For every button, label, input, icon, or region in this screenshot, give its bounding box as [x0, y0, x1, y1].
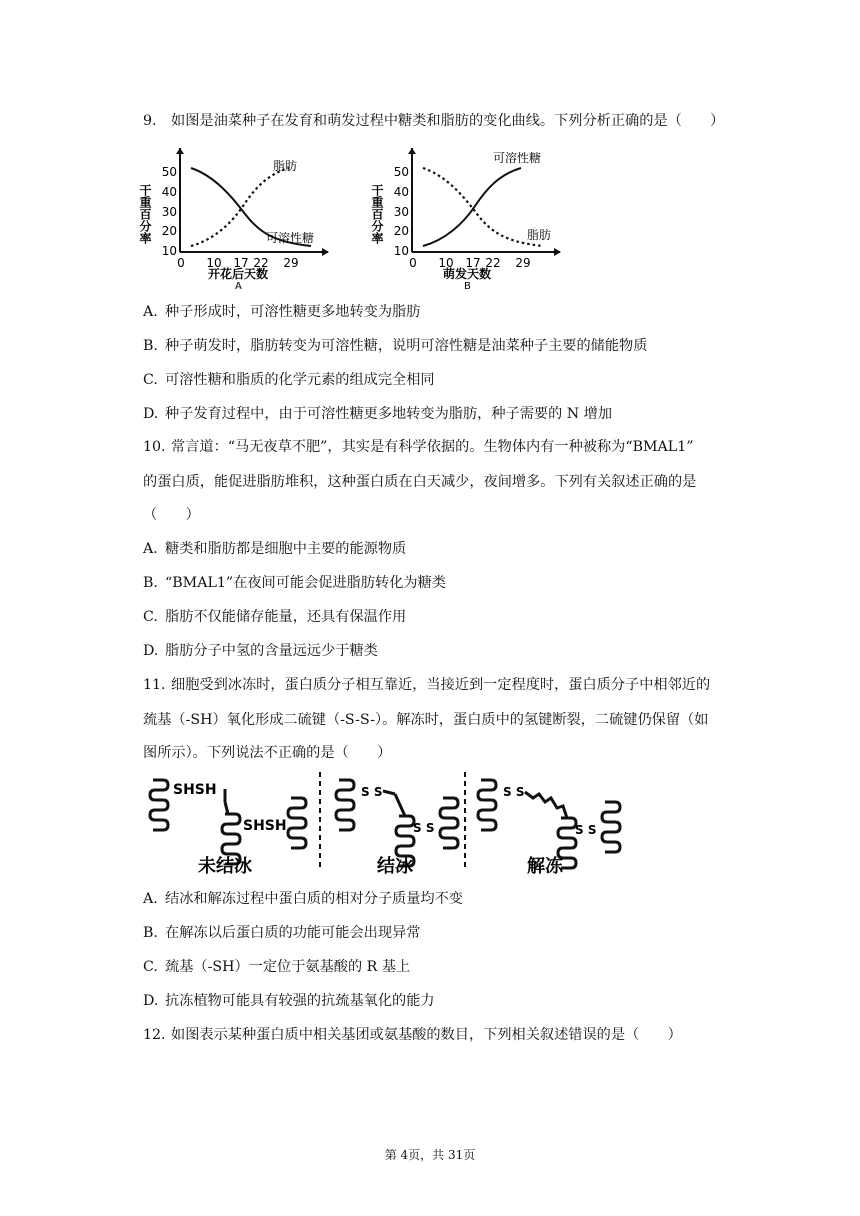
ytick: 20	[161, 224, 177, 238]
q10-text: 常言道：“马无夜草不肥”，其实是有科学依据的。生物体内有一种被称为“BMAL1”	[171, 439, 694, 455]
sh-label: SHSH	[243, 818, 287, 834]
q11-number: 11.	[143, 677, 166, 693]
xtick: 10	[206, 256, 222, 270]
ytick: 40	[393, 185, 409, 199]
option-text: 种子形成时，可溶性糖更多地转变为脂肪	[165, 304, 421, 320]
chart-a-sugar-label: 可溶性糖	[266, 231, 315, 245]
xtick: 0	[409, 256, 417, 270]
chart-b-xlabel: 萌发天数	[443, 267, 492, 281]
q9-number: 9.	[143, 113, 157, 129]
q12-stem	[143, 1025, 682, 1045]
svg-text:干重百分率: 干重百分率	[370, 184, 384, 244]
q10-option-d	[143, 641, 378, 661]
label-thawed: 解冻	[527, 856, 563, 877]
xtick: 22	[485, 256, 501, 270]
q11-figure	[143, 772, 633, 880]
option-text: 巯基（-SH）一定位于氨基酸的 R 基上	[165, 959, 411, 975]
xtick: 0	[177, 256, 185, 270]
q10-number: 10.	[143, 439, 166, 455]
option-text: 可溶性糖和脂质的化学元素的组成完全相同	[165, 372, 435, 388]
chart-b-sugar-curve	[423, 168, 521, 246]
ytick: 30	[161, 205, 177, 219]
q11-option-a	[143, 889, 463, 909]
chart-a-xlabel: 开花后天数	[208, 267, 269, 281]
panel-thawed	[478, 780, 620, 868]
xtick: 17	[465, 256, 481, 270]
option-text: 脂肪不仅能储存能量，还具有保温作用	[165, 609, 407, 625]
option-text: 结冰和解冻过程中蛋白质的相对分子质量均不变	[165, 891, 463, 907]
q9-option-a	[143, 302, 420, 322]
ytick: 10	[161, 244, 177, 258]
option-letter: D.	[143, 993, 159, 1009]
ytick: 50	[161, 165, 177, 179]
option-letter: A.	[143, 304, 158, 320]
q10-option-c	[143, 607, 406, 627]
q9-text: 如图是油菜种子在发育和萌发过程中糖类和脂肪的变化曲线。下列分析正确的是（ ）	[171, 113, 725, 129]
q11-stem-line2: 巯基（-SH）氧化形成二硫键（-S-S-）。解冻时，蛋白质中的氢键断裂，二硫键仍保留（如	[143, 712, 709, 728]
q9-option-c	[143, 370, 435, 390]
chart-b-yticks	[394, 165, 409, 258]
page-footer: 第 4页，共 31页	[384, 1148, 476, 1162]
option-text: “BMAL1”在夜间可能会促进脂肪转化为糖类	[165, 575, 446, 591]
xtick: 10	[438, 256, 454, 270]
panel-frozen	[336, 780, 458, 866]
q11-stem-line3: 图所示）。下列说法不正确的是（ ）	[143, 745, 392, 761]
xtick: 22	[253, 256, 269, 270]
ss-label: S S	[503, 785, 525, 799]
option-letter: C.	[143, 372, 158, 388]
xtick: 29	[515, 256, 531, 270]
q9-option-b	[143, 336, 647, 356]
q11-option-d	[143, 991, 435, 1011]
svg-text:干重百分率: 干重百分率	[138, 184, 152, 244]
option-text: 种子萌发时，脂肪转变为可溶性糖，说明可溶性糖是油菜种子主要的储能物质	[165, 338, 648, 354]
option-text: 脂肪分子中氢的含量远远少于糖类	[165, 643, 378, 659]
ytick: 20	[393, 224, 409, 238]
label-frozen: 结冰	[377, 856, 413, 877]
q10-stem-line2: 的蛋白质，能促进脂肪堆积，这种蛋白质在白天减少，夜间增多。下列有关叙述正确的是	[143, 474, 697, 490]
q10-option-b	[143, 573, 446, 593]
chart-a-yticks	[162, 165, 177, 258]
option-letter: A.	[143, 891, 158, 907]
option-letter: D.	[143, 406, 159, 422]
chart-b-fat-label: 脂肪	[527, 228, 552, 242]
chart-b	[370, 148, 561, 292]
option-text: 抗冻植物可能具有较强的抗巯基氧化的能力	[165, 993, 435, 1009]
q11-text: 细胞受到冰冻时，蛋白质分子相互靠近，当接近到一定程度时，蛋白质分子中相邻近的	[171, 677, 711, 693]
sh-label: SHSH	[173, 782, 217, 798]
chart-a-tag: A	[235, 281, 242, 292]
q11-option-b	[143, 923, 420, 943]
ytick: 50	[393, 165, 409, 179]
option-letter: B.	[143, 575, 158, 591]
label-unfrozen: 未结冰	[198, 856, 252, 877]
ytick: 30	[393, 205, 409, 219]
q12-number: 12.	[143, 1027, 166, 1043]
option-letter: D.	[143, 643, 159, 659]
q9-figure	[138, 148, 563, 293]
q11-option-c	[143, 957, 410, 977]
chart-a-ylabel	[138, 183, 152, 245]
option-letter: C.	[143, 609, 158, 625]
q10-option-a	[143, 539, 406, 559]
panel-labels	[198, 855, 564, 877]
q9-stem	[143, 111, 724, 131]
ytick: 40	[161, 185, 177, 199]
ss-label: S S	[413, 821, 435, 835]
ytick: 10	[393, 244, 409, 258]
option-letter: B.	[143, 338, 158, 354]
option-letter: A.	[143, 541, 158, 557]
panel-unfrozen	[150, 780, 306, 864]
q10-stem-line3: （ ）	[143, 507, 200, 523]
q11-stem-line1	[143, 675, 710, 695]
option-letter: C.	[143, 959, 158, 975]
q10-stem-line1	[143, 437, 693, 457]
chart-b-ylabel	[370, 183, 384, 245]
xtick: 29	[283, 256, 299, 270]
ss-label: S S	[575, 823, 597, 837]
chart-a	[138, 148, 329, 292]
chart-b-tag: B	[464, 281, 471, 292]
ss-label: S S	[361, 785, 383, 799]
option-text: 种子发育过程中，由于可溶性糖更多地转变为脂肪，种子需要的 N 增加	[165, 406, 613, 422]
option-text: 在解冻以后蛋白质的功能可能会出现异常	[165, 925, 421, 941]
chart-a-fat-label: 脂肪	[273, 159, 298, 173]
option-text: 糖类和脂肪都是细胞中主要的能源物质	[165, 541, 407, 557]
q12-text: 如图表示某种蛋白质中相关基团或氨基酸的数目，下列相关叙述错误的是（ ）	[171, 1027, 682, 1043]
chart-b-sugar-label: 可溶性糖	[493, 151, 542, 165]
q9-option-d	[143, 404, 612, 424]
chart-b-fat-curve	[423, 168, 543, 246]
option-letter: B.	[143, 925, 158, 941]
xtick: 17	[233, 256, 249, 270]
